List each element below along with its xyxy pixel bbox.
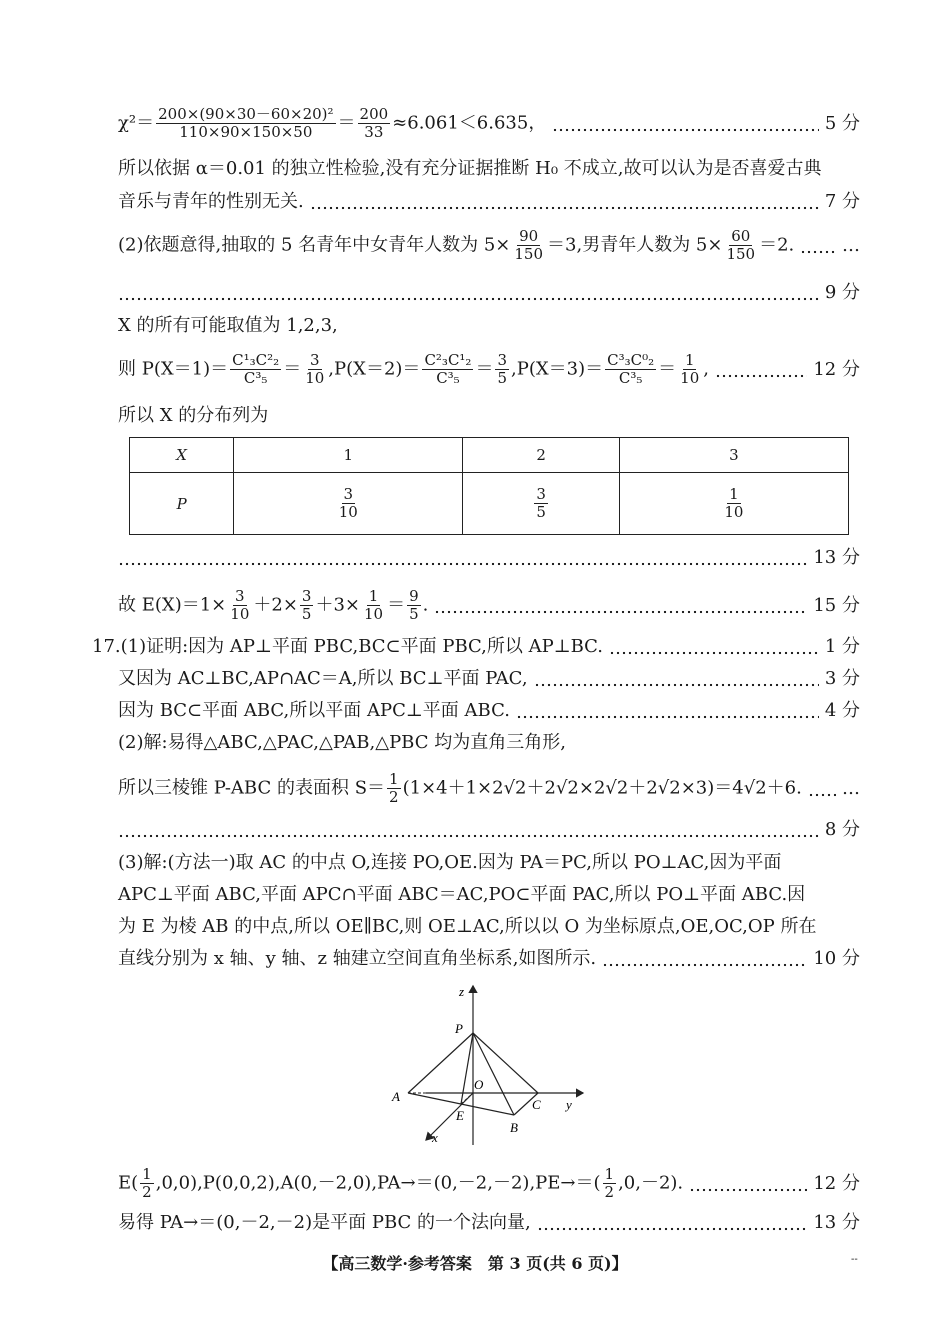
label-z: z <box>459 984 465 999</box>
fraction: $\frac{1}{10}$ <box>680 351 700 387</box>
score-label: 4 分 <box>824 700 860 721</box>
conclusion-line-2: 音乐与青年的性别无关. 7 分 <box>118 189 860 215</box>
q17-line-1: 17.(1)证明:因为 AP⊥平面 PBC,BC⊂平面 PBC,所以 AP⊥BC. 1 分 <box>92 634 860 660</box>
fraction: $\frac{60}{150}$ <box>726 227 756 263</box>
pyramid-coordinate-figure <box>386 980 596 1150</box>
page-footer: 【高三数学·参考答案 第 3 页(共 6 页)】 <box>322 1254 628 1273</box>
score-label: 13 分 <box>813 547 860 568</box>
score13-line <box>118 545 860 571</box>
page-mark: -- <box>851 1254 858 1265</box>
fraction: $\frac{9}{5}$ <box>409 587 419 623</box>
table-cell: P <box>130 473 234 535</box>
values-line: X 的所有可能取值为 1,2,3, <box>118 315 338 336</box>
fraction: $\frac{90}{150}$ <box>514 227 544 263</box>
table-cell: $\frac{3}{10}$ <box>234 473 463 535</box>
fraction: $\frac{3}{10}$ <box>230 587 250 623</box>
table-cell: 2 <box>463 438 619 473</box>
edge-pa <box>408 1033 473 1093</box>
label-o: O <box>474 1077 484 1092</box>
expectation-line: 故 E(X)＝1× $\frac{3}{10}$ ＋2× $\frac{3}{5}$ ＋3× $\frac{1}{10}$ ＝ $\frac{9}{5}$ . 15 分 <box>118 587 860 623</box>
dot-leader <box>434 593 807 619</box>
score-label: 8 分 <box>824 819 860 840</box>
edge-pb <box>473 1033 514 1115</box>
q17-surface-area-line: 所以三棱锥 P-ABC 的表面积 S＝ $\frac{1}{2}$ (1×4＋1×2√2＋2√2×2√2＋2√2×3)＝4√2＋6. … <box>118 770 860 806</box>
fraction: $\frac{1}{10}$ <box>364 587 384 623</box>
chi-square-line: χ²＝ $\frac{\text{200×(90×30－60×20)²}}{110\times 90\times 150\times 50}$ ＝ $\frac{200}{33}$ ≈6.061＜6.635， 5 分 <box>118 105 860 141</box>
dot-leader <box>689 1171 807 1197</box>
q17-part3-line-1: (3)解:(方法一)取 AC 的中点 O,连接 PO,OE.因为 PA＝PC,所以 PO⊥AC,因为平面 <box>118 852 782 873</box>
fraction: $\frac{3}{10}$ <box>305 351 325 387</box>
dot-leader <box>118 545 807 571</box>
dot-leader <box>118 817 819 843</box>
normal-vector-line: 易得 PA→＝(0,－2,－2)是平面 PBC 的一个法向量, 13 分 <box>118 1210 860 1236</box>
fraction: $\frac{1}{2}$ <box>142 1165 152 1201</box>
dot-leader <box>534 666 819 692</box>
dot-leader <box>516 698 819 724</box>
fraction: $\frac{3}{5}$ <box>301 587 312 623</box>
label-p: P <box>455 1021 463 1036</box>
fraction: $\frac{\text{C¹₃C²₂}}{\text{C³₅}}$ <box>232 351 280 387</box>
score-label: 15 分 <box>813 594 860 616</box>
fraction: $\frac{\text{C²₃C¹₂}}{\text{C³₅}}$ <box>424 351 472 387</box>
score-label: 10 分 <box>813 948 860 969</box>
table-row <box>130 438 849 473</box>
score-label: 13 分 <box>813 1212 860 1233</box>
label-y: y <box>566 1097 572 1112</box>
label-a: A <box>392 1089 400 1104</box>
table-cell: $\frac{3}{5}$ <box>463 473 619 535</box>
q17-line-3: 因为 BC⊂平面 ABC,所以平面 APC⊥平面 ABC. 4 分 <box>118 698 860 724</box>
dot-leader <box>118 280 819 306</box>
chi-fraction-2: $\frac{200}{33}$ <box>359 105 389 141</box>
score-label: 1 分 <box>824 636 860 657</box>
dot-leader <box>715 357 807 383</box>
table-cell: X <box>130 438 234 473</box>
q17-line-4: (2)解:易得△ABC,△PAC,△PAB,△PBC 均为直角三角形, <box>118 732 566 753</box>
label-e: E <box>456 1108 464 1123</box>
part2-score-line <box>118 280 860 306</box>
dot-leader <box>800 233 836 259</box>
label-b: B <box>510 1120 518 1135</box>
score-label: 7 分 <box>824 191 860 212</box>
dot-leader <box>808 776 836 802</box>
distribution-intro: 所以 X 的分布列为 <box>118 405 269 426</box>
dot-leader <box>537 1210 808 1236</box>
table-cell: 3 <box>619 438 848 473</box>
part2-line: (2)依题意得,抽取的 5 名青年中女青年人数为 5× $\frac{90}{150}$ ＝3,男青年人数为 5× $\frac{60}{150}$ ＝2. … <box>118 227 860 263</box>
dot-leader <box>310 189 819 215</box>
fraction: $\frac{\text{C³₃C⁰₂}}{\text{C³₅}}$ <box>607 351 655 387</box>
dot-leader <box>552 111 818 137</box>
distribution-table <box>129 437 849 535</box>
coordinates-line: E( $\frac{1}{2}$ ,0,0),P(0,0,2),A(0,－2,0),PA→＝(0,－2,－2),PE→＝( $\frac{1}{2}$ ,0,－2). 12 分 <box>118 1165 860 1201</box>
q17-line-2: 又因为 AC⊥BC,AP∩AC＝A,所以 BC⊥平面 PAC, 3 分 <box>118 666 860 692</box>
fraction: $\frac{3}{5}$ <box>497 351 507 387</box>
score-label: 5 分 <box>824 112 860 134</box>
fraction: $\frac{1}{2}$ <box>389 770 399 806</box>
dot-leader <box>609 634 819 660</box>
q17-part3-line-2: APC⊥平面 ABC,平面 APC∩平面 ABC＝AC,PO⊂平面 PAC,所以 PO⊥平面 ABC.因 <box>118 884 806 905</box>
chi-tail: ≈6.061＜6.635， <box>392 112 547 134</box>
label-c: C <box>532 1097 541 1112</box>
probability-line: 则 P(X＝1)＝ $\frac{\text{C¹₃C²₂}}{\text{C³₅}}$ ＝ $\frac{3}{10}$ ,P(X＝2)＝ $\frac{\text{C²₃C¹₂}}{\text{C³₅}}$ ＝ $\frac{3}{5}$ ,P(X＝3)＝ $\frac{\text{C³₃C⁰₂}}{\text{C³₅}}$ ＝ $\frac{1}{10}$ , 12 分 <box>118 351 860 387</box>
q17-score8-line <box>118 817 860 843</box>
conclusion-line-1: 所以依据 α＝0.01 的独立性检验,没有充分证据推断 H₀ 不成立,故可以认为是否喜爱古典 <box>118 158 822 179</box>
chi-lhs: χ²＝ <box>118 112 155 134</box>
label-x: x <box>432 1130 438 1145</box>
dot-leader <box>602 946 807 972</box>
chi-fraction: $\frac{\text{200×(90×30－60×20)²}}{110\times 90\times 150\times 50}$ <box>158 105 334 141</box>
q17-part3-line-4: 直线分别为 x 轴、y 轴、z 轴建立空间直角坐标系,如图所示. 10 分 <box>118 946 860 972</box>
fraction: $\frac{1}{2}$ <box>604 1165 615 1201</box>
table-cell: $\frac{1}{10}$ <box>619 473 848 535</box>
score-label: 12 分 <box>813 1172 860 1194</box>
score-label: 9 分 <box>824 282 860 303</box>
table-row <box>130 473 849 535</box>
score-label: 3 分 <box>824 668 860 689</box>
table-cell: 1 <box>234 438 463 473</box>
q17-part3-line-3: 为 E 为棱 AB 的中点,所以 OE∥BC,则 OE⊥AC,所以以 O 为坐标原点,OE,OC,OP 所在 <box>118 916 817 937</box>
score-label: 12 分 <box>813 358 860 380</box>
